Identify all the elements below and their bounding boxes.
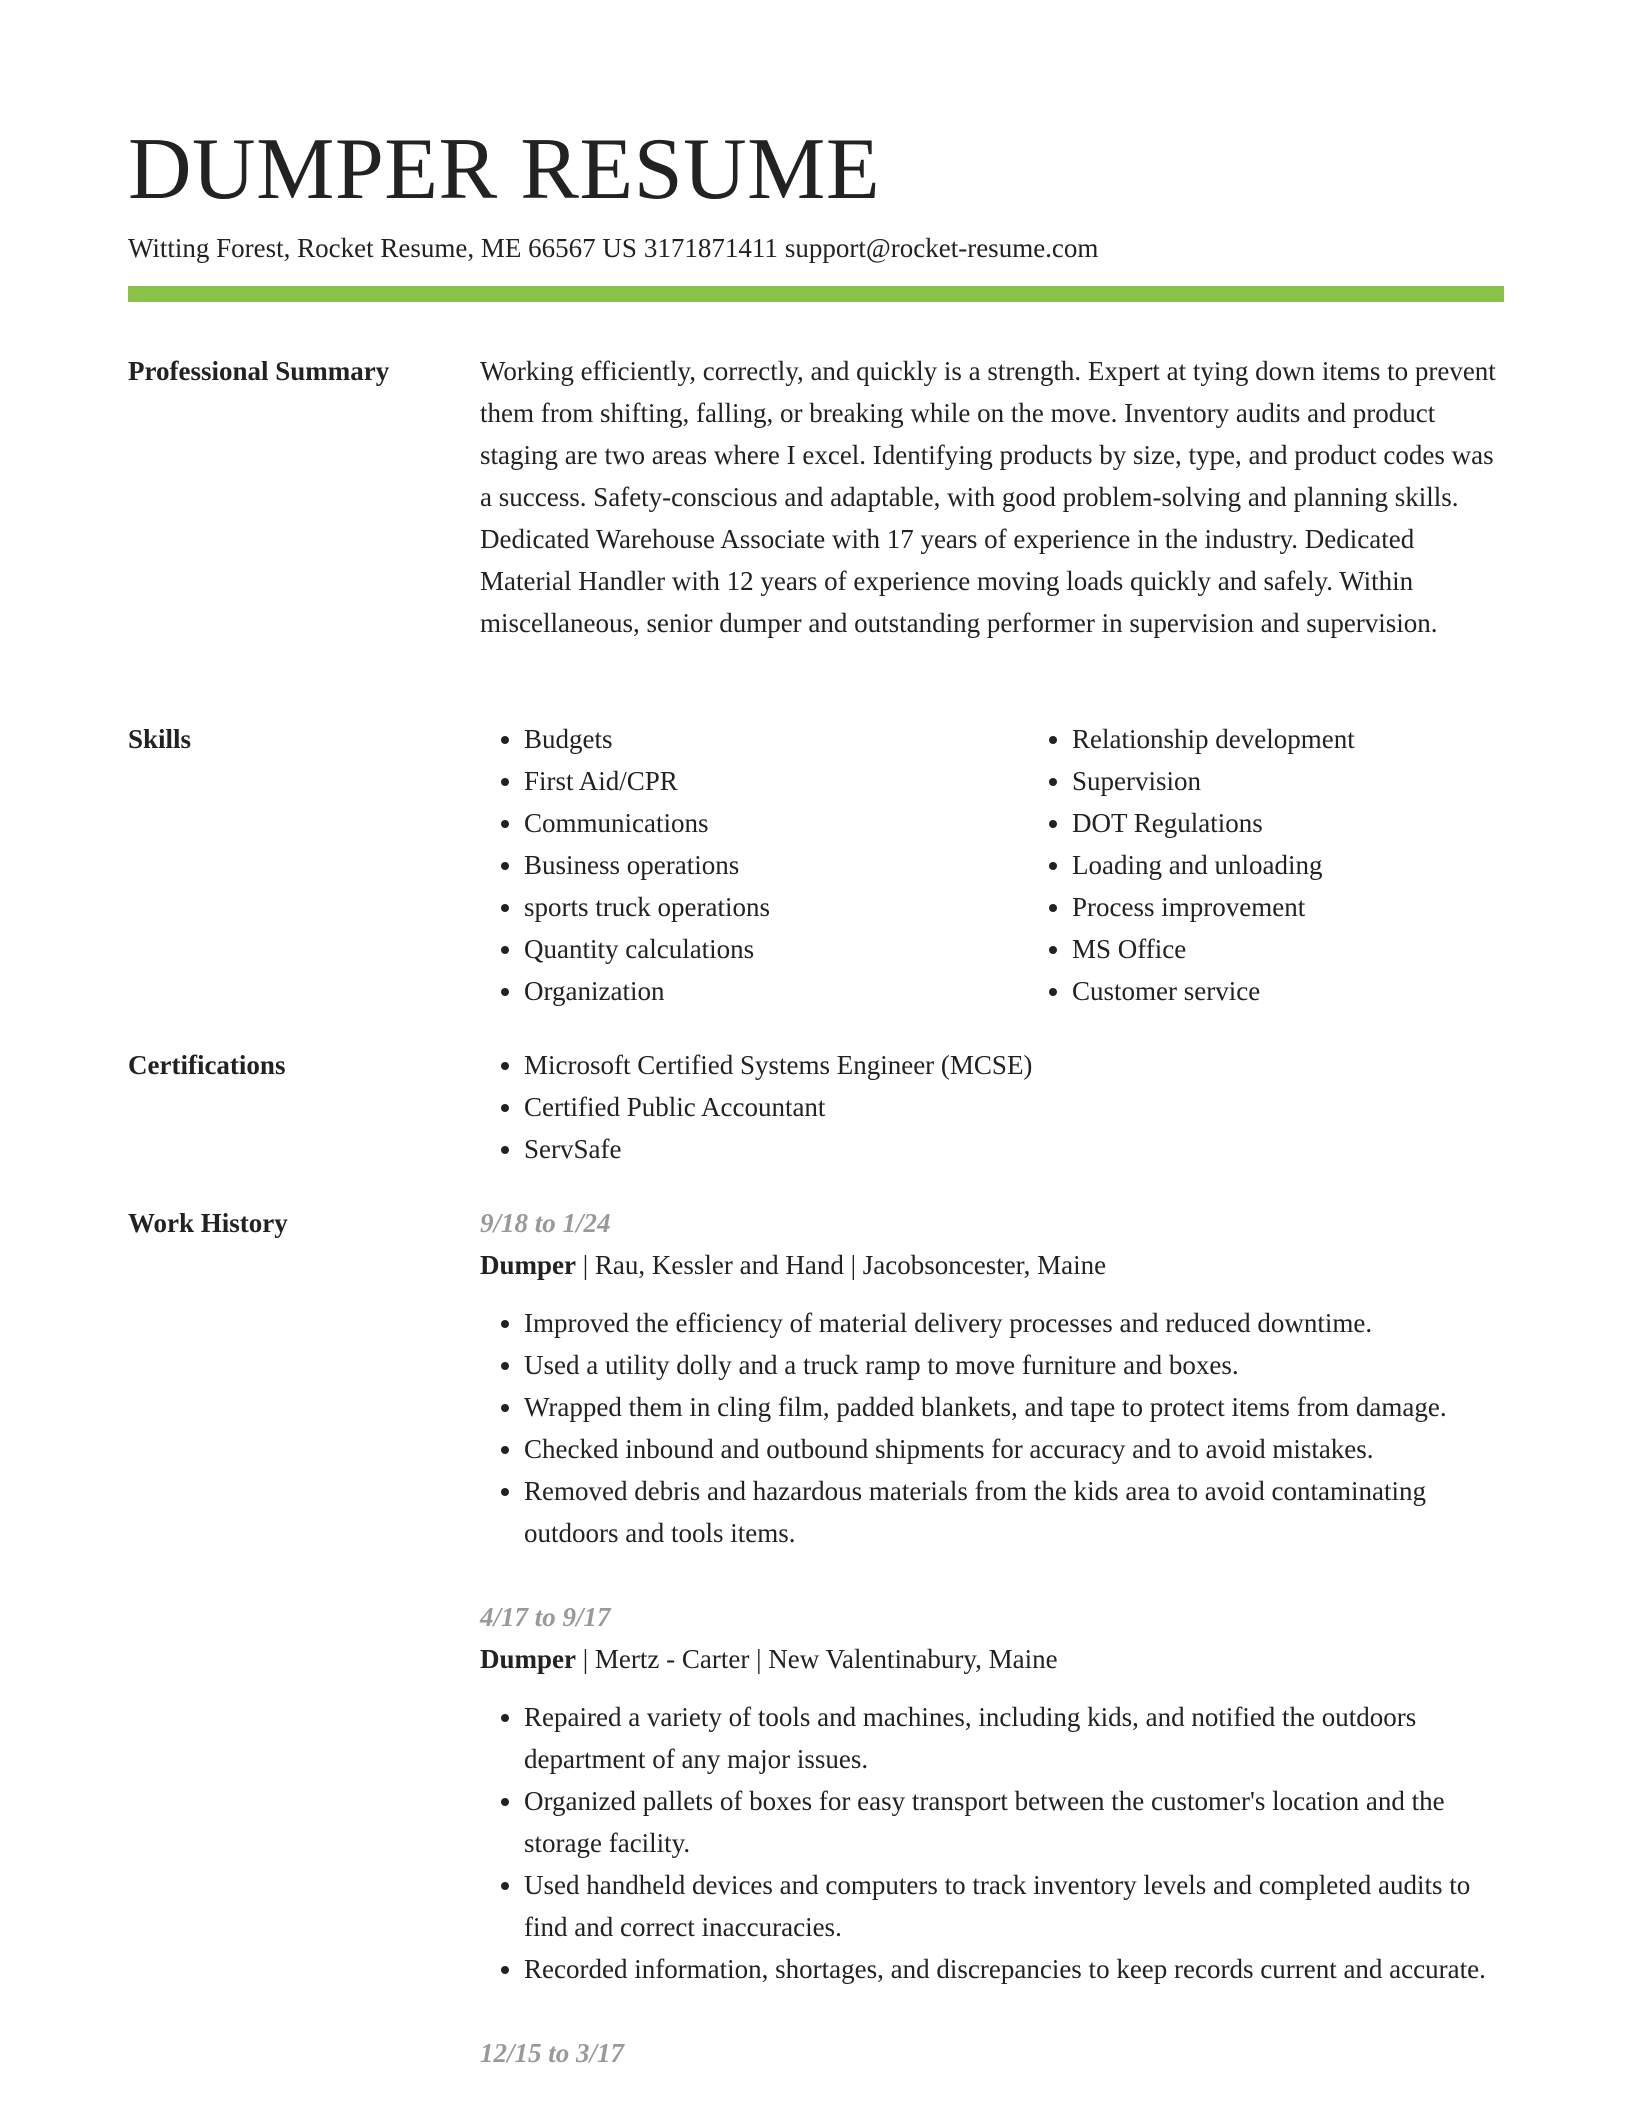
job-dates: 4/17 to 9/17 [480,1602,611,1632]
contact-phone: 3171871411 [643,233,778,263]
skills-body [480,718,1504,1012]
job-duty: • Organized pallets of boxes for easy transport between the customer's location and the storage facility. [524,1780,1504,1864]
skill-item: • DOT Regulations [1072,802,1532,844]
job-title: Dumper [480,1250,576,1280]
skill-item: • Organization [524,970,984,1012]
job-entry [480,1202,1504,1554]
job-duties [480,1302,1504,1554]
job-heading [480,1638,1504,1680]
job-duty: • Removed debris and hazardous materials from the kids area to avoid contaminating outdoors and tools items. [524,1470,1504,1554]
skill-item: • MS Office [1072,928,1532,970]
skill-item: • Budgets [524,718,984,760]
job-duties [480,1696,1504,1990]
skill-item: • Customer service [1072,970,1532,1012]
work-history-body [480,1202,1504,2116]
certification-item: • Certified Public Accountant [524,1086,1504,1128]
summary-text: Working efficiently, correctly, and quickly is a strength. Expert at tying down items to prevent them from shifting, falling, or breaking while on the move. Inventory audits and product staging are two areas where I excel. Identifying products by size, type, and product codes was a success. Safety-conscious and adaptable, with good problem-solving and planning skills. Dedicated Warehouse Associate with 17 years of experience in the industry. Dedicated Material Handler with 12 years of experience moving loads quickly and safely. Within miscellaneous, senior dumper and outstanding performer in supervision and supervision. [480,356,1496,638]
contact-line [128,230,1098,266]
job-employer: | Rau, Kessler and Hand | Jacobsoncester, Maine [576,1250,1107,1280]
skills-list-left [480,718,984,1012]
work-history-heading: Work History [128,1208,288,1238]
skill-item: • Loading and unloading [1072,844,1532,886]
certification-item: • Microsoft Certified Systems Engineer (MCSE) [524,1044,1504,1086]
skill-item: • Process improvement [1072,886,1532,928]
job-dates: 12/15 to 3/17 [480,2038,625,2068]
resume-name: DUMPER RESUME [128,121,881,218]
skill-item: • Relationship development [1072,718,1532,760]
job-duty: • Wrapped them in cling film, padded blankets, and tape to protect items from damage. [524,1386,1504,1428]
job-title: Dumper [480,1644,576,1674]
header-divider [128,286,1504,302]
certifications-body [480,1044,1504,1170]
job-employer: | Mertz - Carter | New Valentinabury, Maine [576,1644,1058,1674]
job-entry [480,1596,1504,1990]
skills-heading: Skills [128,724,192,754]
contact-address: Witting Forest, Rocket Resume, ME 66567 US [128,233,637,263]
job-duty: • Repaired a variety of tools and machines, including kids, and notified the outdoors department of any major issues. [524,1696,1504,1780]
job-duty: • Checked inbound and outbound shipments for accuracy and to avoid mistakes. [524,1428,1504,1470]
skill-item: • Communications [524,802,984,844]
skill-item: • sports truck operations [524,886,984,928]
skills-list-right [1028,718,1532,1012]
job-duty: • Recorded information, shortages, and discrepancies to keep records current and accurate. [524,1948,1504,1990]
summary-body [480,350,1504,644]
skill-item: • Business operations [524,844,984,886]
job-duty: • Improved the efficiency of material delivery processes and reduced downtime. [524,1302,1504,1344]
skill-item: • Quantity calculations [524,928,984,970]
skill-item: • Supervision [1072,760,1532,802]
skill-item: • First Aid/CPR [524,760,984,802]
job-duty: • Used handheld devices and computers to track inventory levels and completed audits to find and correct inaccuracies. [524,1864,1504,1948]
job-duty: • Used a utility dolly and a truck ramp to move furniture and boxes. [524,1344,1504,1386]
certification-item: • ServSafe [524,1128,1504,1170]
job-dates: 9/18 to 1/24 [480,1208,611,1238]
certifications-list [480,1044,1504,1170]
certifications-heading: Certifications [128,1050,286,1080]
summary-heading: Professional Summary [128,356,390,386]
job-heading [480,1244,1504,1286]
job-entry [480,2032,1504,2074]
contact-email: support@rocket-resume.com [784,233,1099,263]
